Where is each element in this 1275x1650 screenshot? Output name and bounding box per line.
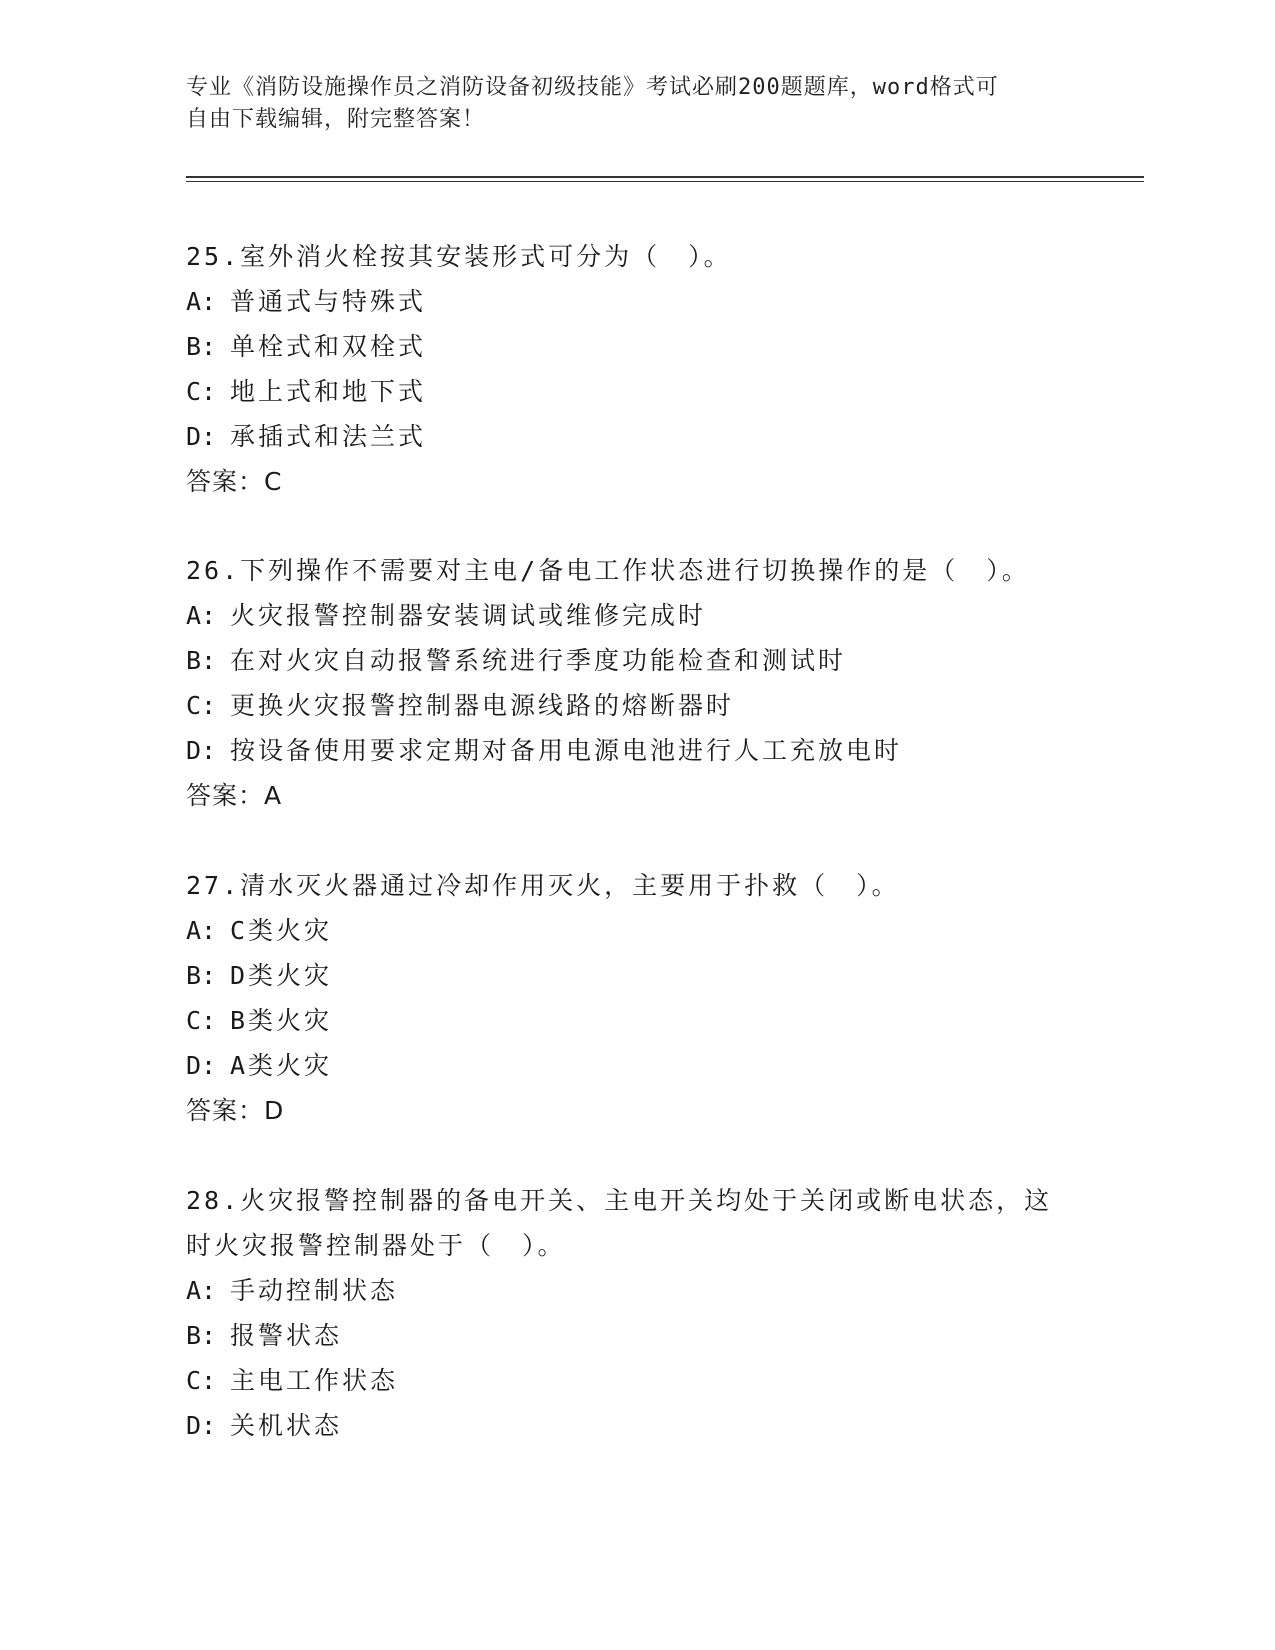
option-d bbox=[186, 414, 1086, 459]
option-key: D: bbox=[186, 1051, 217, 1080]
option-text: 单栓式和双栓式 bbox=[230, 332, 427, 361]
option-key: C: bbox=[186, 377, 217, 406]
option-key: A: bbox=[186, 1276, 217, 1305]
option-text: 报警状态 bbox=[230, 1321, 343, 1350]
option-key: D: bbox=[186, 1411, 217, 1440]
option-a bbox=[186, 1268, 1066, 1313]
option-key: C: bbox=[186, 691, 217, 720]
header-line-2: 自由下载编辑，附完整答案！ bbox=[186, 107, 486, 132]
question-text: 27.清水灭火器通过冷却作用灭火，主要用于扑救（ ）。 bbox=[186, 871, 900, 900]
option-key: B: bbox=[186, 1321, 217, 1350]
option-text: B类火灾 bbox=[230, 1006, 333, 1035]
header-divider-top bbox=[186, 176, 1144, 178]
option-key: B: bbox=[186, 646, 217, 675]
option-text: 火灾报警控制器安装调试或维修完成时 bbox=[230, 601, 707, 630]
option-a bbox=[186, 908, 1086, 953]
question-text: 25.室外消火栓按其安装形式可分为（ ）。 bbox=[186, 242, 732, 271]
option-text: 承插式和法兰式 bbox=[230, 422, 427, 451]
question-text: 28.火灾报警控制器的备电开关、主电开关均处于关闭或断电状态，这时火灾报警控制器处于（ ）。 bbox=[186, 1186, 1053, 1260]
option-a bbox=[186, 279, 1086, 324]
option-d bbox=[186, 1403, 1066, 1448]
question-text: 26.下列操作不需要对主电/备电工作状态进行切换操作的是（ ）。 bbox=[186, 556, 1030, 585]
answer-line: 答案：A bbox=[186, 781, 283, 810]
option-c bbox=[186, 1358, 1066, 1403]
option-key: A: bbox=[186, 287, 217, 316]
option-text: D类火灾 bbox=[230, 961, 333, 990]
option-key: D: bbox=[186, 736, 217, 765]
option-b bbox=[186, 638, 1086, 683]
option-b bbox=[186, 1313, 1066, 1358]
option-b bbox=[186, 324, 1086, 369]
option-text: 更换火灾报警控制器电源线路的熔断器时 bbox=[230, 691, 735, 720]
option-key: A: bbox=[186, 916, 217, 945]
option-key: A: bbox=[186, 601, 217, 630]
document-header bbox=[186, 72, 1066, 136]
question-26 bbox=[186, 548, 1086, 818]
option-a bbox=[186, 593, 1086, 638]
question-28 bbox=[186, 1178, 1066, 1448]
option-key: C: bbox=[186, 1006, 217, 1035]
option-text: 手动控制状态 bbox=[230, 1276, 399, 1305]
option-key: D: bbox=[186, 422, 217, 451]
option-text: 按设备使用要求定期对备用电源电池进行人工充放电时 bbox=[230, 736, 903, 765]
option-key: C: bbox=[186, 1366, 217, 1395]
option-text: 普通式与特殊式 bbox=[230, 287, 427, 316]
option-text: C类火灾 bbox=[230, 916, 333, 945]
option-b bbox=[186, 953, 1086, 998]
option-d bbox=[186, 1043, 1086, 1088]
question-27 bbox=[186, 863, 1086, 1133]
option-c bbox=[186, 369, 1086, 414]
option-c bbox=[186, 683, 1086, 728]
option-text: 关机状态 bbox=[230, 1411, 343, 1440]
header-line-1: 专业《消防设施操作员之消防设备初级技能》考试必刷200题题库，word格式可 bbox=[186, 75, 999, 100]
option-text: 地上式和地下式 bbox=[230, 377, 427, 406]
option-d bbox=[186, 728, 1086, 773]
answer-line: 答案：C bbox=[186, 467, 283, 496]
option-key: B: bbox=[186, 332, 217, 361]
question-25 bbox=[186, 234, 1086, 504]
header-divider-bottom bbox=[186, 181, 1144, 182]
answer-line: 答案：D bbox=[186, 1096, 285, 1125]
option-text: A类火灾 bbox=[230, 1051, 333, 1080]
option-c bbox=[186, 998, 1086, 1043]
option-key: B: bbox=[186, 961, 217, 990]
option-text: 在对火灾自动报警系统进行季度功能检查和测试时 bbox=[230, 646, 847, 675]
option-text: 主电工作状态 bbox=[230, 1366, 399, 1395]
